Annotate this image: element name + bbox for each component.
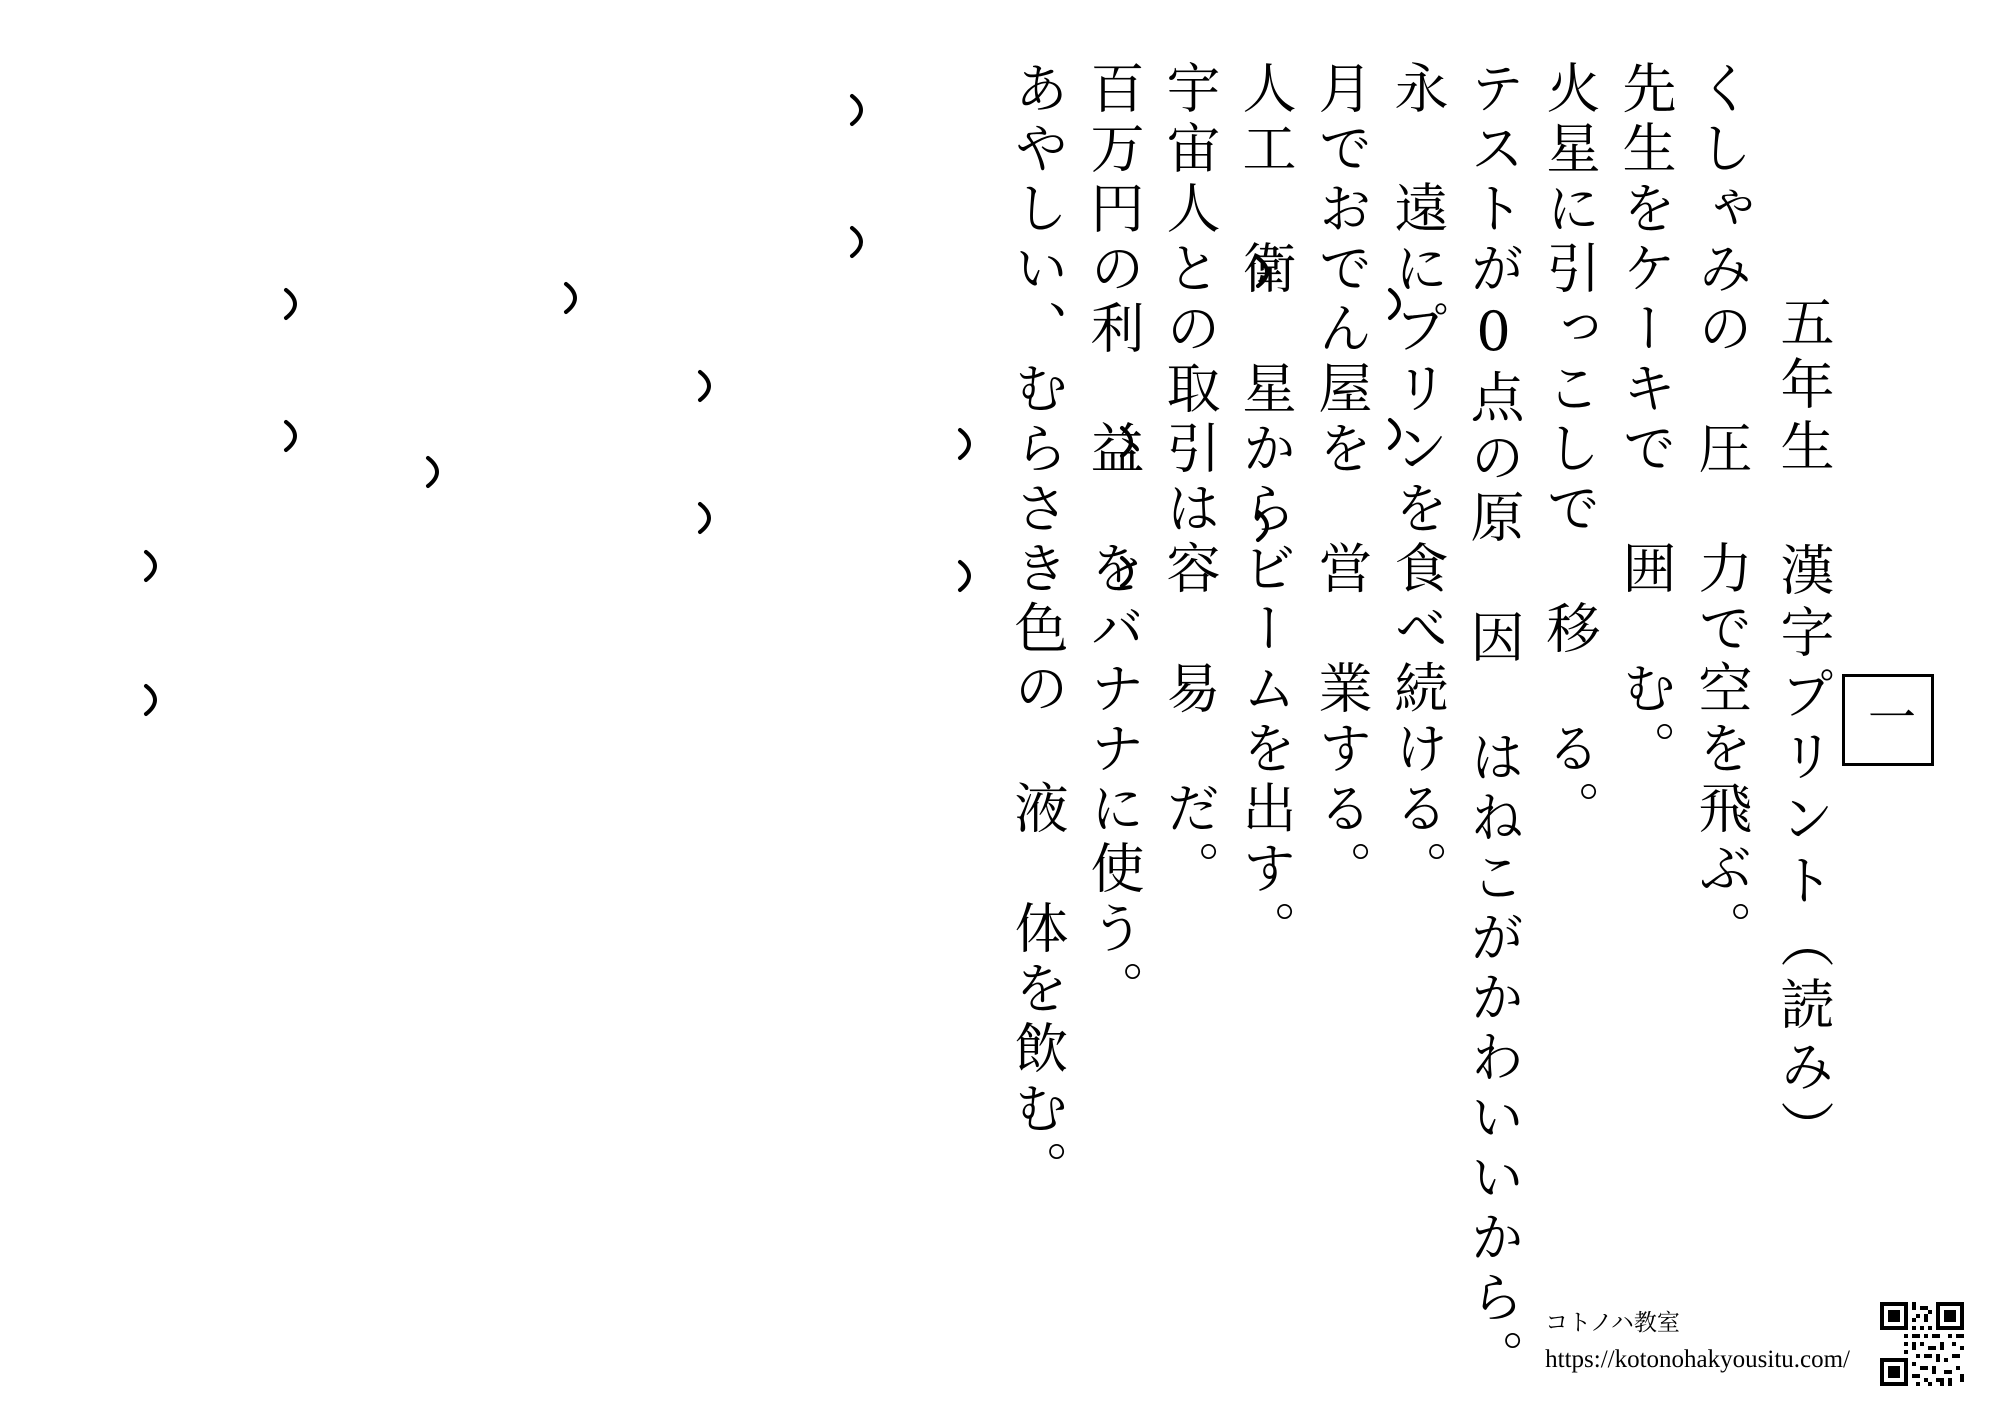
question-column-2: 先生をケーキで 囲 む。 bbox=[1614, 60, 1677, 780]
question-column-4: テストが0点の原 因 はねこがかわいいから。 bbox=[1462, 60, 1525, 1389]
section-number-box: 一 bbox=[1842, 674, 1934, 766]
question-column-9: 百万円の利 益 をバナナに使う。 bbox=[1082, 60, 1145, 1020]
question-column-8: 宇宙人との取引は容 易 だ。 bbox=[1158, 60, 1221, 900]
worksheet-heading bbox=[1759, 60, 1940, 1350]
question-column-7: 人工 衛 星からビームを出す。 bbox=[1234, 60, 1297, 960]
question-column-5: 永 遠にプリンを食べ続ける。 bbox=[1386, 60, 1449, 900]
footer-org: コトノハ教室 bbox=[1545, 1310, 1680, 1336]
qr-code-icon[interactable] bbox=[1880, 1302, 1964, 1386]
question-column-6: 月でおでん屋を 営 業する。 bbox=[1310, 60, 1373, 900]
question-column-3: 火星に引っこしで 移 る。 bbox=[1538, 60, 1601, 840]
page-title: 五年生 漢字プリント（読み） bbox=[1772, 294, 1835, 1162]
footer-credit bbox=[1545, 1306, 1850, 1378]
footer-url[interactable]: https://kotonohakyousitu.com/ bbox=[1545, 1345, 1850, 1373]
question-column-1: くしゃみの 圧 力で空を飛ぶ。 bbox=[1690, 60, 1753, 960]
question-column-10: あやしい、むらさき色の 液 体を飲む。 bbox=[1006, 60, 1069, 1200]
